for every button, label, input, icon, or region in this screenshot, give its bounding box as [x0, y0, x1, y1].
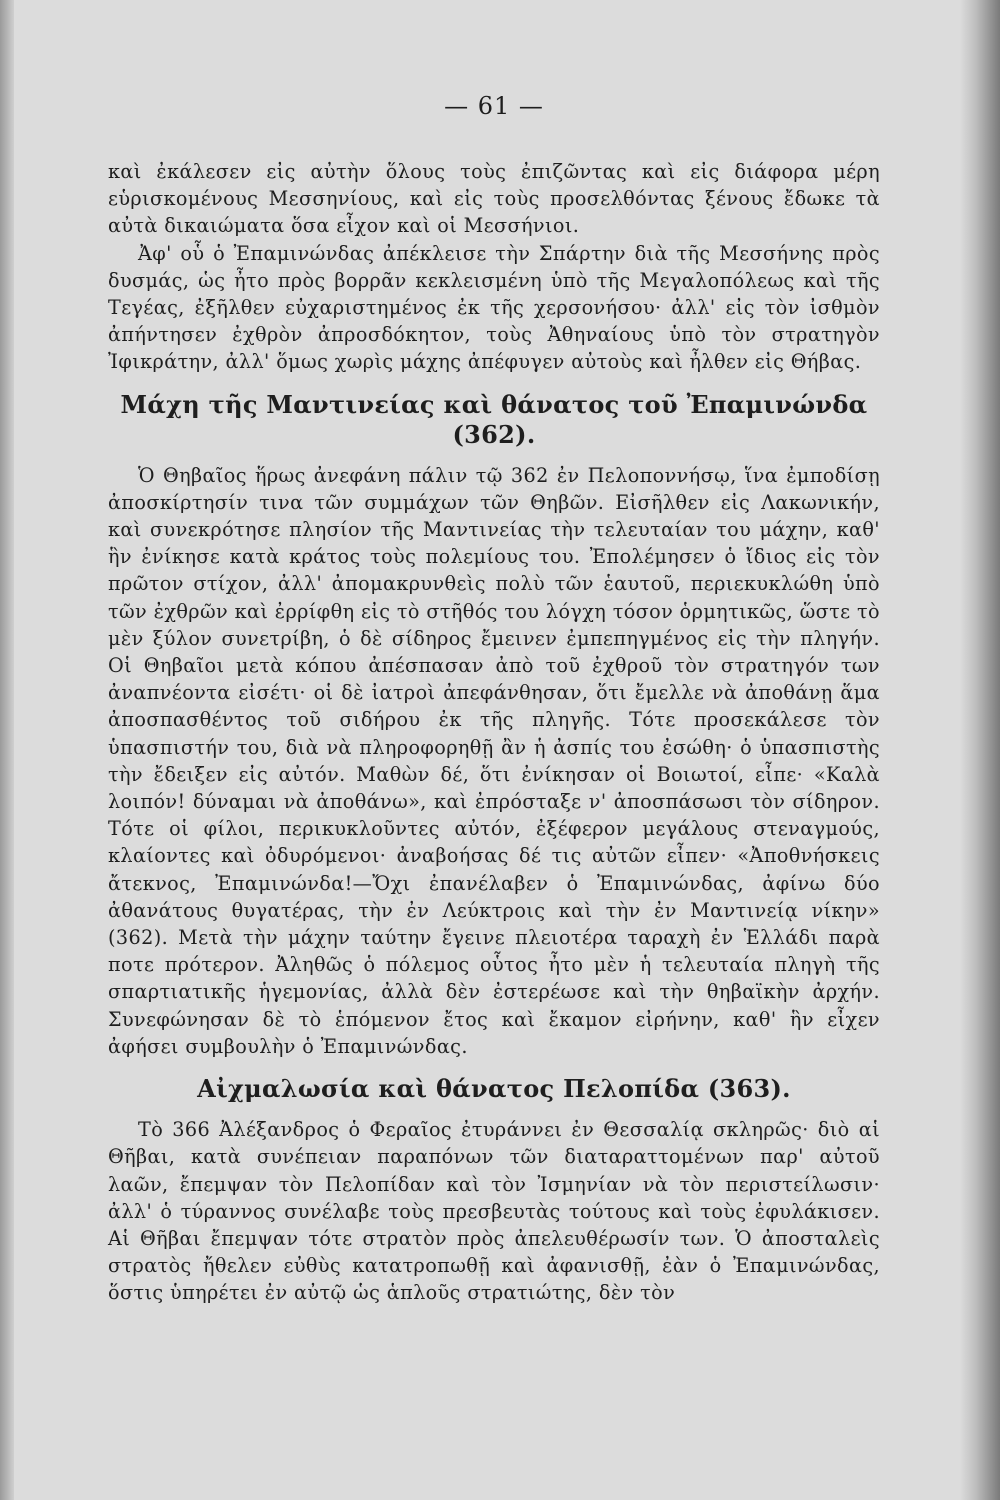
section-heading-mantinea: Μάχη τῆς Μαντινείας καὶ θάνατος τοῦ Ἐπαμινώνδα (362).	[120, 389, 868, 449]
paragraph-pelopidas: Τὸ 366 Ἀλέξανδρος ὁ Φεραῖος ἐτυράννει ἐν Θεσσαλίᾳ σκληρῶς· διὸ αἱ Θῆβαι, κατὰ συνέπειαν παραπόνων τῶν διαταραττομένων παρ' αὐτοῦ λαῶν, ἔπεμψαν τὸν Πελοπίδαν καὶ τὸν Ἰσμηνίαν νὰ τὸν περιστείλωσιν· ἀλλ' ὁ τύραννος συνέλαβε τοὺς πρεσβευτὰς τούτους καὶ τοὺς ἐφυλάκισεν. Αἱ Θῆβαι ἔπεμψαν τότε στρατὸν πρὸς ἀπελευθέρωσίν των. Ὁ ἀποσταλεὶς στρατὸς ἤθελεν εὐθὺς κατατροπωθῇ καὶ ἀφανισθῇ, ἐὰν ὁ Ἐπαμινώνδας, ὅστις ὑπηρέτει ἐν αὐτῷ ὡς ἁπλοῦς στρατιώτης, δὲν τὸν	[108, 1118, 880, 1305]
section-heading-pelopidas: Αἰχμαλωσία καὶ θάνατος Πελοπίδα (363).	[197, 1074, 791, 1104]
page-edge-shadow	[960, 0, 1000, 1500]
page-content	[108, 92, 880, 1307]
paragraph-mantinea: Ὁ Θηβαῖος ἥρως ἀνεφάνη πάλιν τῷ 362 ἐν Πελοποννήσῳ, ἵνα ἐμποδίσῃ ἀποσκίρτησίν τινα τῶν συμμάχων τῶν Θηβῶν. Εἰσῆλθεν εἰς Λακωνικήν, καὶ συνεκρότησε πλησίον τῆς Μαντινείας τὴν τελευταίαν του μάχην, καθ' ἣν ἐνίκησε κατὰ κράτος τοὺς πολεμίους του. Ἐπολέμησεν ὁ ἴδιος εἰς τὸν πρῶτον στίχον, ἀλλ' ἀπομακρυνθεὶς πολὺ τῶν ἑαυτοῦ, περιεκυκλώθη ὑπὸ τῶν ἐχθρῶν καὶ ἐρρίφθη εἰς τὸ στῆθός του λόγχη τόσον ὁρμητικῶς, ὥστε τὸ μὲν ξύλον συνετρίβη, ὁ δὲ σίδηρος ἔμεινεν ἐμπεπηγμένος εἰς τὴν πληγήν. Οἱ Θηβαῖοι μετὰ κόπου ἀπέσπασαν ἀπὸ τοῦ ἐχθροῦ τὸν στρατηγόν των ἀναπνέοντα εἰσέτι· οἱ δὲ ἰατροὶ ἀπεφάνθησαν, ὅτι ἔμελλε νὰ ἀποθάνῃ ἅμα ἀποσπασθέντος τοῦ σιδήρου ἐκ τῆς πληγῆς. Τότε προσεκάλεσε τὸν ὑπασπιστήν του, διὰ νὰ πληροφορηθῇ ἂν ἡ ἀσπίς του ἐσώθη· ὁ ὑπασπιστὴς τὴν ἔδειξεν εἰς αὐτόν. Μαθὼν δέ, ὅτι ἐνίκησαν οἱ Βοιωτοί, εἶπε· «Καλὰ λοιπόν! δύναμαι νὰ ἀποθάνω», καὶ ἐπρόσταξε ν' ἀποσπάσωσι τὸν σίδηρον. Τότε οἱ φίλοι, περικυκλοῦντες αὐτόν, ἐξέφερον μεγάλους στεναγμούς, κλαίοντες καὶ ὀδυρόμενοι· ἀναβοήσας δέ τις αὐτῶν εἶπεν· «Ἀποθνήσκεις ἄτεκνος, Ἐπαμινώνδα!—Ὄχι ἐπανέλαβεν ὁ Ἐπαμινώνδας, ἀφίνω δύο ἀθανάτους θυγατέρας, τὴν ἐν Λεύκτροις καὶ τὴν ἐν Μαντινείᾳ νίκην» (362). Μετὰ τὴν μάχην ταύτην ἔγεινε πλειοτέρα ταραχὴ ἐν Ἑλλάδι παρὰ ποτε πρότερον. Ἀληθῶς ὁ πόλεμος οὗτος ἦτο μὲν ἡ τελευταία πληγὴ τῆς σπαρτιατικῆς ἡγεμονίας, ἀλλὰ δὲν ἐστερέωσε καὶ τὴν θηβαϊκὴν ἀρχήν. Συνεφώνησαν δὲ τὸ ἑπόμενον ἔτος καὶ ἔκαμον εἰρήνην, καθ' ἣν εἶχεν ἀφήσει συμβουλὴν ὁ Ἐπαμινώνδας.	[108, 463, 880, 1058]
page-gutter-shadow	[0, 0, 14, 1500]
paragraph-continued: καὶ ἐκάλεσεν εἰς αὐτὴν ὅλους τοὺς ἐπιζῶντας καὶ εἰς διάφορα μέρη εὑρισκομένους Μεσσηνίους, καὶ εἰς τοὺς προσελθόντας ξένους ἔδωκε τὰ αὐτὰ δικαιώματα ὅσα εἶχον καὶ οἱ Μεσσήνιοι.	[108, 160, 880, 238]
page-number: — 61 —	[444, 92, 544, 120]
paragraph-epaminondas-retreat: Ἀφ' οὗ ὁ Ἐπαμινώνδας ἀπέκλεισε τὴν Σπάρτην διὰ τῆς Μεσσήνης πρὸς δυσμάς, ὡς ἦτο πρὸς βορρᾶν κεκλεισμένη ὑπὸ τῆς Μεγαλοπόλεως καὶ τῆς Τεγέας, ἐξῆλθεν εὐχαριστημένος ἐκ τῆς χερσονήσου· ἀλλ' εἰς τὸν ἰσθμὸν ἀπήντησεν ἐχθρὸν ἀπροσδόκητον, τοὺς Ἀθηναίους ὑπὸ τὸν στρατηγὸν Ἰφικράτην, ἀλλ' ὅμως χωρὶς μάχης ἀπέφυγεν αὐτοὺς καὶ ἦλθεν εἰς Θήβας.	[108, 241, 880, 374]
